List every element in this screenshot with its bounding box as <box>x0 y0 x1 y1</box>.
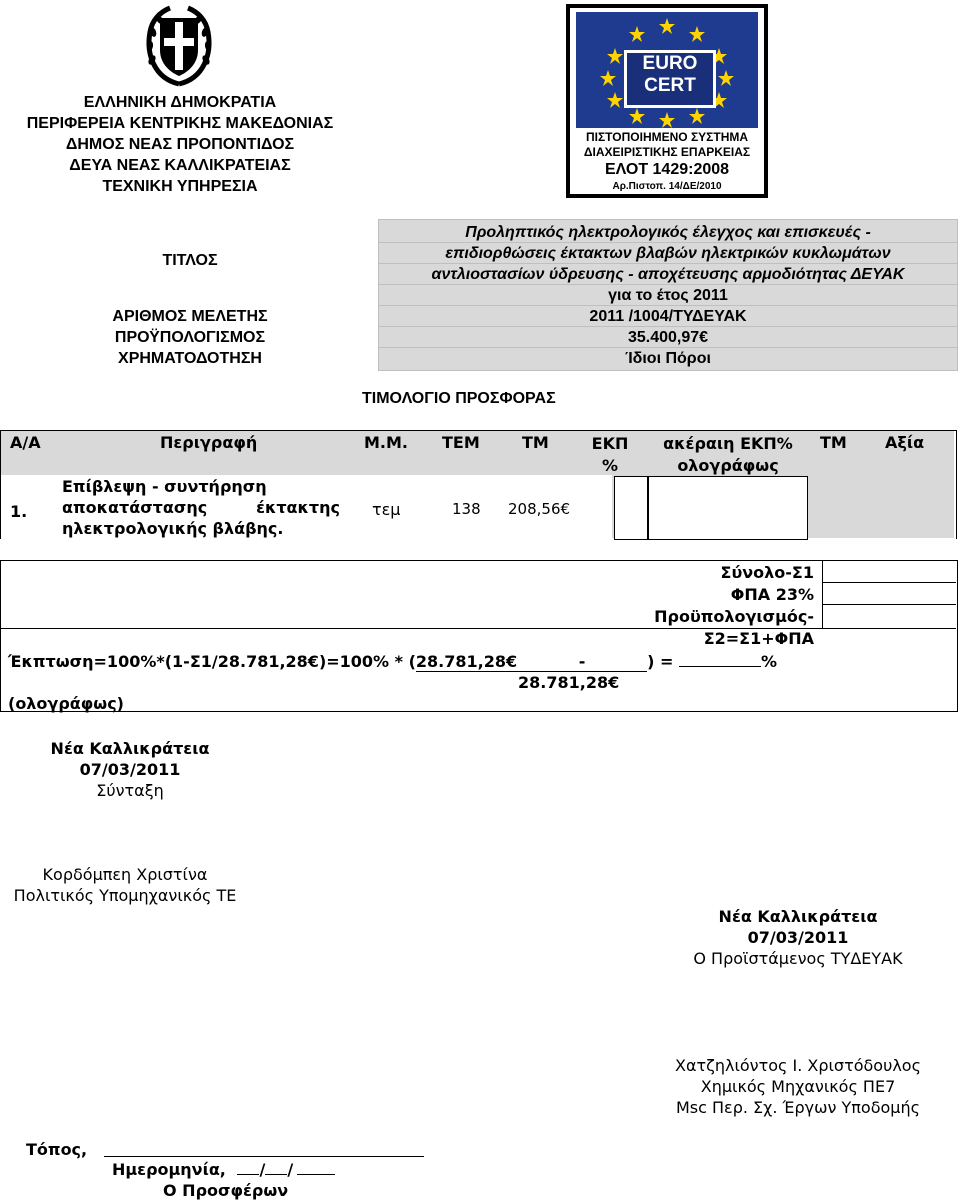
row-price: 208,56€ <box>508 500 571 518</box>
funding-value: Ίδιοι Πόροι <box>625 350 711 367</box>
date-field: Ημερομηνία, / / <box>112 1160 335 1179</box>
compiled-signatory <box>0 864 250 906</box>
row-aa: 1. <box>10 502 28 521</box>
project-details <box>378 219 958 371</box>
title-label: ΤΙΤΛΟΣ <box>162 252 218 269</box>
header-line: ΤΕΧΝΙΚΗ ΥΠΗΡΕΣΙΑ <box>102 178 258 195</box>
approved-role: Χημικός Μηχανικός ΠΕ7 <box>700 1077 896 1096</box>
col-price-header: ΤΜ <box>522 433 549 452</box>
totals-labels <box>600 562 814 650</box>
totals-box <box>0 560 958 712</box>
header-line: ΕΛΛΗΝΙΚΗ ΔΗΜΟΚΡΑΤΙΑ <box>83 94 277 111</box>
compiled-date: 07/03/2011 <box>79 760 181 779</box>
certification-text: ΠΙΣΤΟΠΟΙΗΜΕΝΟ ΣΥΣΤΗΜΑ ΔΙΑΧΕΙΡΙΣΤΙΚΗΣ ΕΠΑΡΚΕΙΑΣ ΕΛΟΤ 1429:2008 Αρ.Πιστοπ. 14/ΔΕ/2010 <box>583 130 751 192</box>
budget-label: ΠΡΟΫΠΟΛΟΓΙΣΜΟΣ <box>114 329 266 346</box>
row-description: Επίβλεψη - συντήρηση αποκατάστασης έκτακτης ηλεκτρολογικής βλάβης. <box>62 477 340 538</box>
approved-signatory <box>660 1055 936 1118</box>
compiled-label: Σύνταξη <box>96 781 164 800</box>
offer-title: ΤΙΜΟΛΟΓΙΟ ΠΡΟΣΦΟΡΑΣ <box>362 390 556 407</box>
header-line: ΠΕΡΙΦΕΡΕΙΑ ΚΕΝΤΡΙΚΗΣ ΜΑΚΕΔΟΝΙΑΣ <box>26 115 334 132</box>
offer-table <box>0 430 956 540</box>
approved-degree: Msc Περ. Σχ. Έργων Υποδομής <box>675 1098 921 1117</box>
col-discount-header: ΕΚΠ % <box>591 434 629 475</box>
vat-label: ΦΠΑ 23% <box>730 585 814 604</box>
discount-denominator: 28.781,28€ <box>518 673 620 692</box>
col-qty-header: ΤΕΜ <box>442 433 480 452</box>
header-line: ΔΗΜΟΣ ΝΕΑΣ ΠΡΟΠΟΝΤΙΔΟΣ <box>65 136 295 153</box>
eurocert-logo: EURO CERT <box>624 50 716 108</box>
funding-label: ΧΡΗΜΑΤΟΔΟΤΗΣΗ <box>118 350 262 367</box>
col-aa-header: Α/Α <box>10 433 41 452</box>
compiled-place: Νέα Καλλικράτεια <box>50 739 210 758</box>
approved-place: Νέα Καλλικράτεια <box>718 907 878 926</box>
place-label: Τόπος, <box>26 1140 88 1159</box>
col-description-header: Περιγραφή <box>160 433 258 452</box>
study-number: 2011 /1004/ΤΥΔΕΥΑΚ <box>589 308 747 325</box>
row-qty: 138 <box>452 500 481 518</box>
col-value-header: Αξία <box>885 433 925 452</box>
budget-total-label: Προϋπολογισμός-Σ2=Σ1+ΦΠΑ <box>654 607 814 648</box>
project-title: Προληπτικός ηλεκτρολογικός έλεγχος και επισκευές - επιδιορθώσεις έκτακτων βλαβών ηλεκτρικών κυκλωμάτων αντλιοστασίων ύδρευσης - αποχέτευσης αρμοδιότητας ΔΕΥΑΚ για το έτος 2011 2011 /1004/ΤΥΔΕΥΑΚ 35.400,97€ Ίδιοι Πόροι <box>379 222 957 369</box>
eu-flag-icon <box>576 12 758 128</box>
discount-formula: Έκπτωση=100%*(1-Σ1/28.781,28€)=100% * (28.781,28€ - ) = % <box>8 652 778 671</box>
compiled-name: Κορδόμπεη Χριστίνα <box>42 865 208 884</box>
compiled-block <box>40 738 220 801</box>
approved-label: Ο Προϊστάμενος ΤΥΔΕΥΑΚ <box>693 949 903 968</box>
col-final-price-header: ΤΜ <box>820 433 847 452</box>
study-number-label: ΑΡΙΘΜΟΣ ΜΕΛΕΤΗΣ <box>112 308 268 325</box>
header-line: ΔΕΥΑ ΝΕΑΣ ΚΑΛΛΙΚΡΑΤΕΙΑΣ <box>69 157 291 174</box>
budget-value: 35.400,97€ <box>627 329 709 346</box>
approved-date: 07/03/2011 <box>747 928 849 947</box>
row-unit: τεμ <box>372 500 401 519</box>
discount-in-words: (ολογράφως) <box>8 694 124 713</box>
approved-name: Χατζηλιόντος Ι. Χριστόδουλος <box>675 1056 921 1075</box>
compiled-role: Πολιτικός Υπομηχανικός ΤΕ <box>13 886 237 905</box>
place-line <box>104 1156 424 1157</box>
bidder-label: Ο Προσφέρων <box>163 1181 289 1200</box>
issuer-header <box>0 92 360 197</box>
coat-of-arms-icon <box>144 4 214 88</box>
sum-label: Σύνολο-Σ1 <box>720 563 814 582</box>
approved-block <box>680 906 916 969</box>
col-unit-header: Μ.Μ. <box>364 433 408 452</box>
col-discount-words-header: ακέραιη ΕΚΠ% ολογράφως <box>663 434 793 475</box>
eurocert-badge <box>566 4 768 198</box>
